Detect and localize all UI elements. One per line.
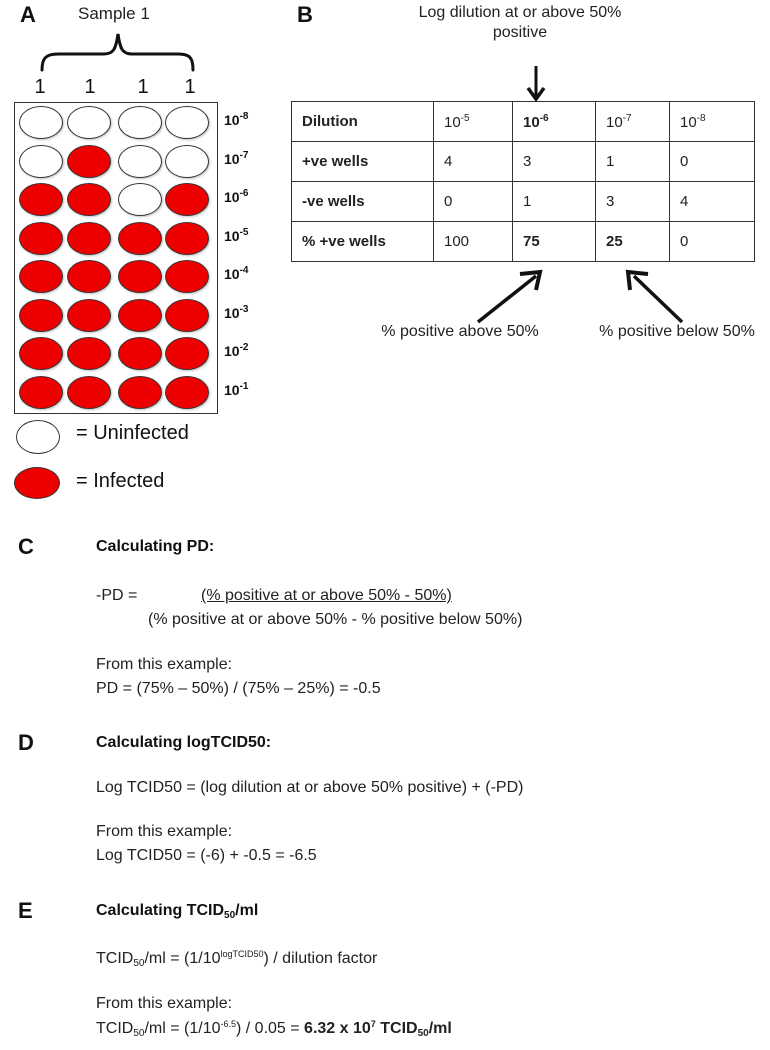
infected-well — [67, 376, 111, 409]
dilution-row-label: $10^{-5}$ — [224, 226, 249, 244]
annotation-positive-above: % positive above 50% — [381, 323, 539, 340]
panel-a-letter: A — [20, 2, 36, 27]
annotation-positive-below: % positive below 50% — [599, 323, 755, 340]
infected-well — [165, 183, 209, 216]
dilution-row-label: $10^{-3}$ — [224, 303, 249, 321]
infected-well — [67, 260, 111, 293]
column-number: 1 — [137, 76, 149, 98]
annotation-line-1: Log dilution at or above 50% — [418, 4, 622, 21]
example-label: From this example: — [96, 995, 233, 1012]
sample-label: Sample 1 — [78, 4, 150, 23]
table-cell: 1 — [596, 142, 670, 182]
example-calculation: PD = (75% – 50%) / (75% – 25%) = -0.5 — [96, 680, 381, 697]
infected-well — [67, 299, 111, 332]
table-cell: 4 — [670, 182, 755, 222]
example-calculation: Log TCID50 = (-6) + -0.5 = -6.5 — [96, 847, 317, 864]
infected-well — [19, 260, 63, 293]
uninfected-well — [165, 145, 209, 178]
bracket-icon — [38, 28, 198, 74]
infected-well — [165, 337, 209, 370]
table-cell: 100 — [434, 222, 513, 262]
example-calculation: $TCID_{50}/ml = (1/10^{-6.5}) / 0.05 = 6.32$ x $10^7$ $TCID_{50}/ml$ — [96, 1019, 452, 1039]
infected-well — [118, 376, 162, 409]
row-header: -ve wells — [292, 182, 434, 222]
uninfected-well — [118, 106, 162, 139]
panel-d-letter: D — [18, 730, 34, 755]
annotation-line-2: positive — [492, 24, 548, 41]
infected-well — [67, 337, 111, 370]
infected-well — [19, 183, 63, 216]
table-cell: 0 — [670, 222, 755, 262]
dilution-cell: $10^{-5}$ — [434, 102, 513, 142]
table-cell: 3 — [596, 182, 670, 222]
table-cell: 3 — [513, 142, 596, 182]
legend-infected-well-icon — [14, 467, 60, 499]
dilution-row-label: $10^{-4}$ — [224, 265, 249, 282]
row-header: Dilution — [292, 102, 434, 142]
formula-numerator: (% positive at or above 50% - 50%) — [201, 587, 452, 604]
uninfected-well — [165, 106, 209, 139]
log-dilution-annotation — [400, 4, 640, 42]
arrow-up-left-icon — [620, 268, 690, 328]
infected-well — [118, 337, 162, 370]
infected-well — [67, 222, 111, 255]
well-plate — [14, 102, 218, 414]
uninfected-well — [67, 106, 111, 139]
example-label: From this example: — [96, 656, 233, 673]
table-row-dilution — [292, 102, 755, 142]
example-label: From this example: — [96, 823, 233, 840]
table-row-percent-positive — [292, 222, 755, 262]
dilution-row-label: $10^{-6}$ — [224, 188, 249, 205]
infected-well — [19, 337, 63, 370]
row-header: +ve wells — [292, 142, 434, 182]
dilution-cell: $10^{-7}$ — [596, 102, 670, 142]
section-title: Calculating logTCID50: — [96, 734, 272, 751]
formula: Log TCID50 = (log dilution at or above 50% positive) + (-PD) — [96, 779, 524, 796]
infected-well — [165, 376, 209, 409]
panel-e-letter: E — [18, 898, 33, 923]
table-row-positive-wells — [292, 142, 755, 182]
legend-uninfected-well-icon — [16, 420, 60, 454]
table-cell: 0 — [670, 142, 755, 182]
infected-well — [165, 222, 209, 255]
infected-well — [118, 222, 162, 255]
result-value: 6.32 x $10^7$ $TCID_{50}/ml$ — [304, 1019, 452, 1039]
infected-well — [118, 299, 162, 332]
dilution-row-label: $10^{-8}$ — [224, 111, 249, 128]
infected-well — [19, 376, 63, 409]
uninfected-well — [118, 145, 162, 178]
dilution-table — [291, 101, 755, 262]
dilution-cell-highlighted: $10^{-6}$ — [513, 102, 596, 142]
infected-well — [165, 260, 209, 293]
dilution-row-label: $10^{-2}$ — [224, 342, 249, 359]
legend-uninfected-label: = Uninfected — [76, 422, 189, 444]
dilution-cell: $10^{-8}$ — [670, 102, 755, 142]
row-header: % +ve wells — [292, 222, 434, 262]
formula: $TCID_{50}/ml = (1/10^{logTCID50})$ / dilution factor — [96, 949, 378, 969]
uninfected-well — [19, 145, 63, 178]
infected-well — [67, 183, 111, 216]
dilution-row-label: $10^{-1}$ — [224, 380, 249, 398]
table-row-negative-wells — [292, 182, 755, 222]
infected-well — [19, 222, 63, 255]
infected-well — [67, 145, 111, 178]
column-number: 1 — [34, 76, 46, 98]
column-number: 1 — [84, 76, 96, 98]
formula-denominator: (% positive at or above 50% - % positive below 50%) — [148, 611, 523, 628]
uninfected-well — [118, 183, 162, 216]
panel-c-letter: C — [18, 534, 34, 559]
column-number: 1 — [184, 76, 196, 98]
infected-well — [165, 299, 209, 332]
section-title: Calculating PD: — [96, 538, 215, 555]
infected-well — [118, 260, 162, 293]
table-cell-highlighted: 75 — [513, 222, 596, 262]
uninfected-well — [19, 106, 63, 139]
table-cell: 4 — [434, 142, 513, 182]
legend-infected-label: = Infected — [76, 470, 165, 492]
formula-lhs: -PD = — [96, 587, 138, 604]
table-cell-highlighted: 25 — [596, 222, 670, 262]
section-title: Calculating $TCID_{50}/ml$ — [96, 902, 259, 921]
dilution-row-label: $10^{-7}$ — [224, 149, 249, 167]
panel-b-letter: B — [297, 2, 313, 27]
table-cell: 1 — [513, 182, 596, 222]
arrow-down-icon — [526, 64, 546, 102]
arrow-up-right-icon — [470, 268, 550, 328]
infected-well — [19, 299, 63, 332]
table-cell: 0 — [434, 182, 513, 222]
